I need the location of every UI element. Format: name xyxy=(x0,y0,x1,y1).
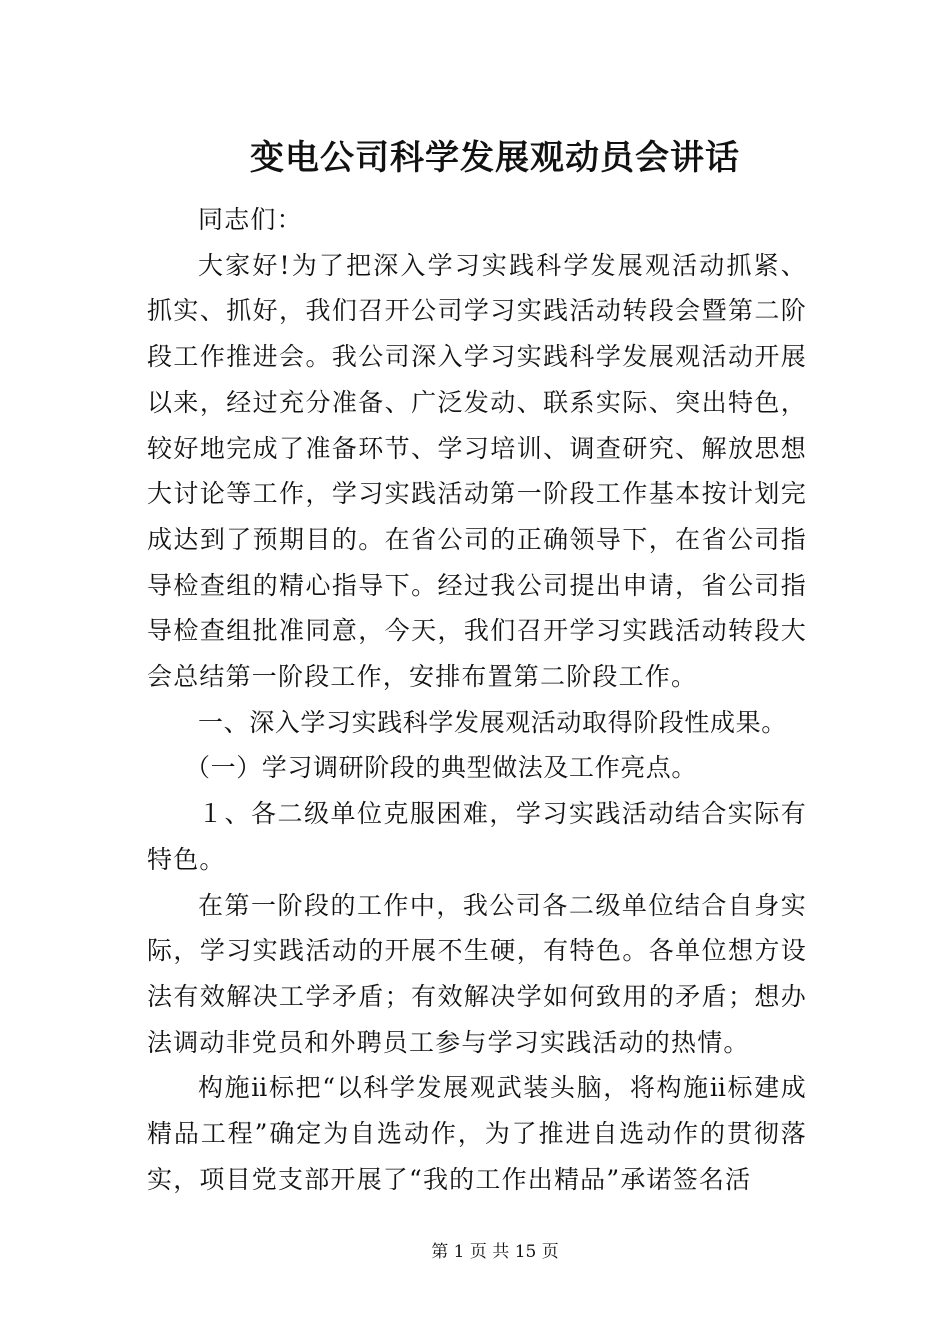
subsection-heading-1: （一）学习调研阶段的典型做法及工作亮点。 xyxy=(185,753,698,783)
document-body xyxy=(147,197,807,1202)
section-heading-1: 一、深入学习实践科学发展观活动取得阶段性成果。 xyxy=(198,707,787,737)
page-footer: 第 1 页 共 15 页 xyxy=(431,1242,559,1262)
document-title: 变电公司科学发展观动员会讲话 xyxy=(250,138,740,178)
paragraph-3: 构施ⅱ标把“以科学发展观武装头脑，将构施ⅱ标建成精品工程”确定为自选动作，为了推进自选动作的贯彻落实，项目党支部开展了“我的工作出精品”承诺签名活 xyxy=(147,1073,807,1194)
paragraph-intro: 大家好!为了把深入学习实践科学发展观活动抓紧、抓实、抓好，我们召开公司学习实践活动转段会暨第二阶段工作推进会。我公司深入学习实践科学发展观活动开展以来，经过充分准备、广泛发动、联系实际、突出特色，较好地完成了准备环节、学习培训、调查研究、解放思想大讨论等工作，学习实践活动第一阶段工作基本按计划完成达到了预期目的。在省公司的正确领导下，在省公司指导检查组的精心指导下。经过我公司提出申请，省公司指导检查组批准同意，今天，我们召开学习实践活动转段大会总结第一阶段工作，安排布置第二阶段工作。 xyxy=(147,250,807,692)
paragraph-2: 在第一阶段的工作中，我公司各二级单位结合自身实际，学习实践活动的开展不生硬，有特色。各单位想方设法有效解决工学矛盾；有效解决学如何致用的矛盾；想办法调动非党员和外聘员工参与学习实践活动的热情。 xyxy=(147,890,807,1057)
salutation: 同志们： xyxy=(198,205,303,234)
list-item-1: １、各二级单位克服困难，学习实践活动结合实际有特色。 xyxy=(147,799,807,874)
